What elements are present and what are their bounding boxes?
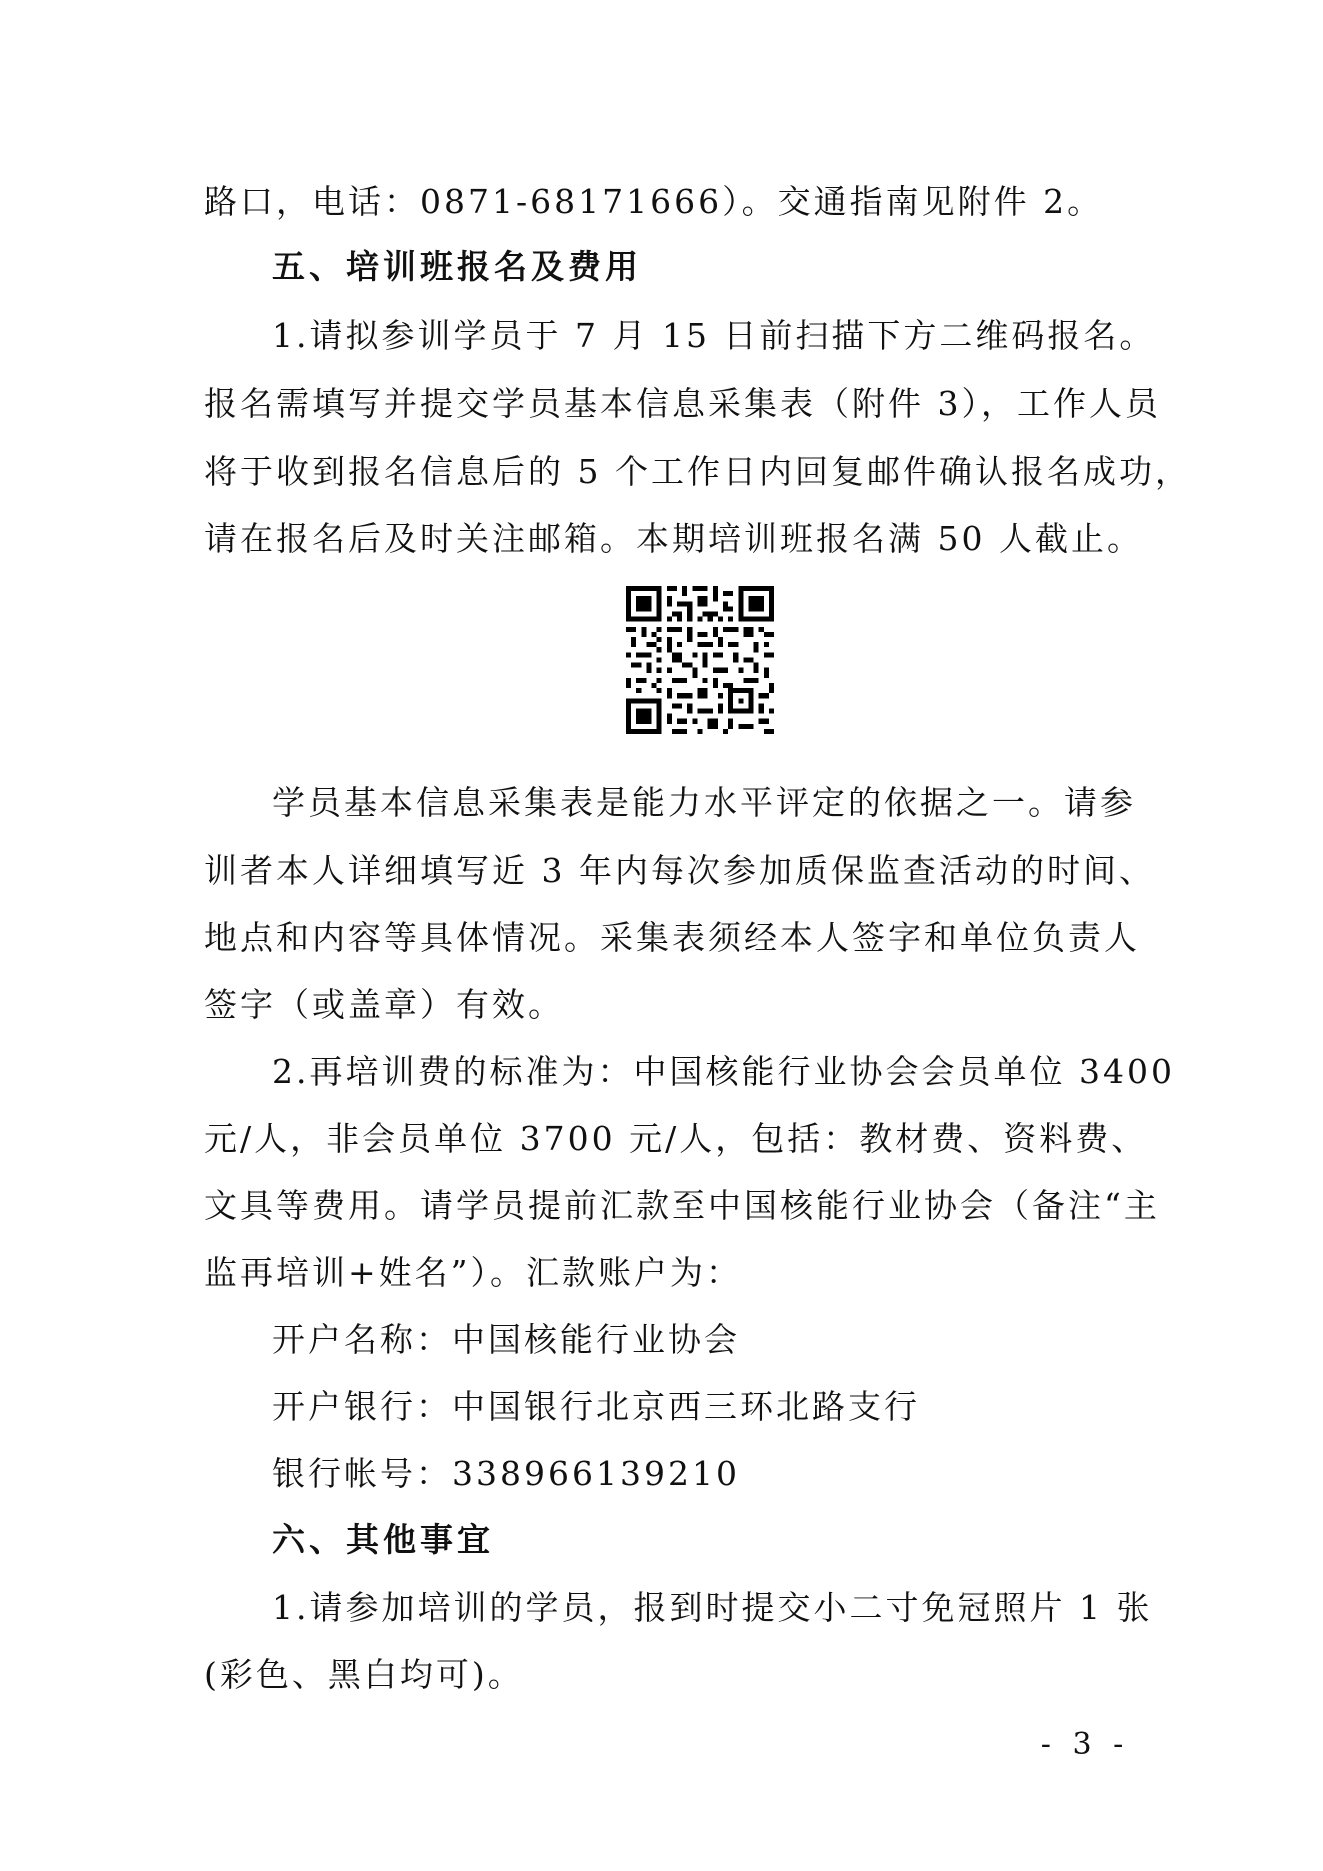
paragraph-line: 报名需填写并提交学员基本信息采集表（附件 3），工作人员	[204, 384, 1161, 423]
paragraph-line: 1.请拟参训学员于 7 月 15 日前扫描下方二维码报名。	[272, 316, 1156, 355]
paragraph-line: 2.再培训费的标准为：中国核能行业协会会员单位 3400	[272, 1052, 1175, 1091]
paragraph-line: 签字（或盖章）有效。	[204, 985, 564, 1024]
account-bank: 开户银行：中国银行北京西三环北路支行	[272, 1387, 920, 1426]
paragraph-line: 1.请参加培训的学员，报到时提交小二寸免冠照片 1 张	[272, 1588, 1153, 1627]
section-heading: 六、其他事宜	[272, 1520, 494, 1559]
paragraph-line: 学员基本信息采集表是能力水平评定的依据之一。请参	[272, 783, 1136, 822]
paragraph-line: 元/人，非会员单位 3700 元/人，包括：教材费、资料费、	[204, 1119, 1148, 1158]
section-heading: 五、培训班报名及费用	[272, 247, 642, 286]
paragraph-line: 请在报名后及时关注邮箱。本期培训班报名满 50 人截止。	[204, 519, 1143, 558]
paragraph-line: 监再培训+姓名”）。汇款账户为：	[204, 1253, 743, 1292]
qr-code-icon[interactable]	[625, 586, 775, 734]
paragraph-line: 文具等费用。请学员提前汇款至中国核能行业协会（备注“主	[204, 1186, 1160, 1225]
paragraph-line: 地点和内容等具体情况。采集表须经本人签字和单位负责人	[204, 918, 1140, 957]
page-number: - 3 -	[1040, 1727, 1130, 1762]
paragraph-line: 训者本人详细填写近 3 年内每次参加质保监查活动的时间、	[204, 851, 1155, 890]
account-name: 开户名称：中国核能行业协会	[272, 1320, 740, 1359]
paragraph-line: 路口，电话：0871-68171666）。交通指南见附件 2。	[204, 182, 1104, 221]
paragraph-line: (彩色、黑白均可)。	[204, 1655, 524, 1694]
paragraph-line: 将于收到报名信息后的 5 个工作日内回复邮件确认报名成功，	[204, 452, 1191, 491]
account-number: 银行帐号：338966139210	[272, 1454, 740, 1493]
